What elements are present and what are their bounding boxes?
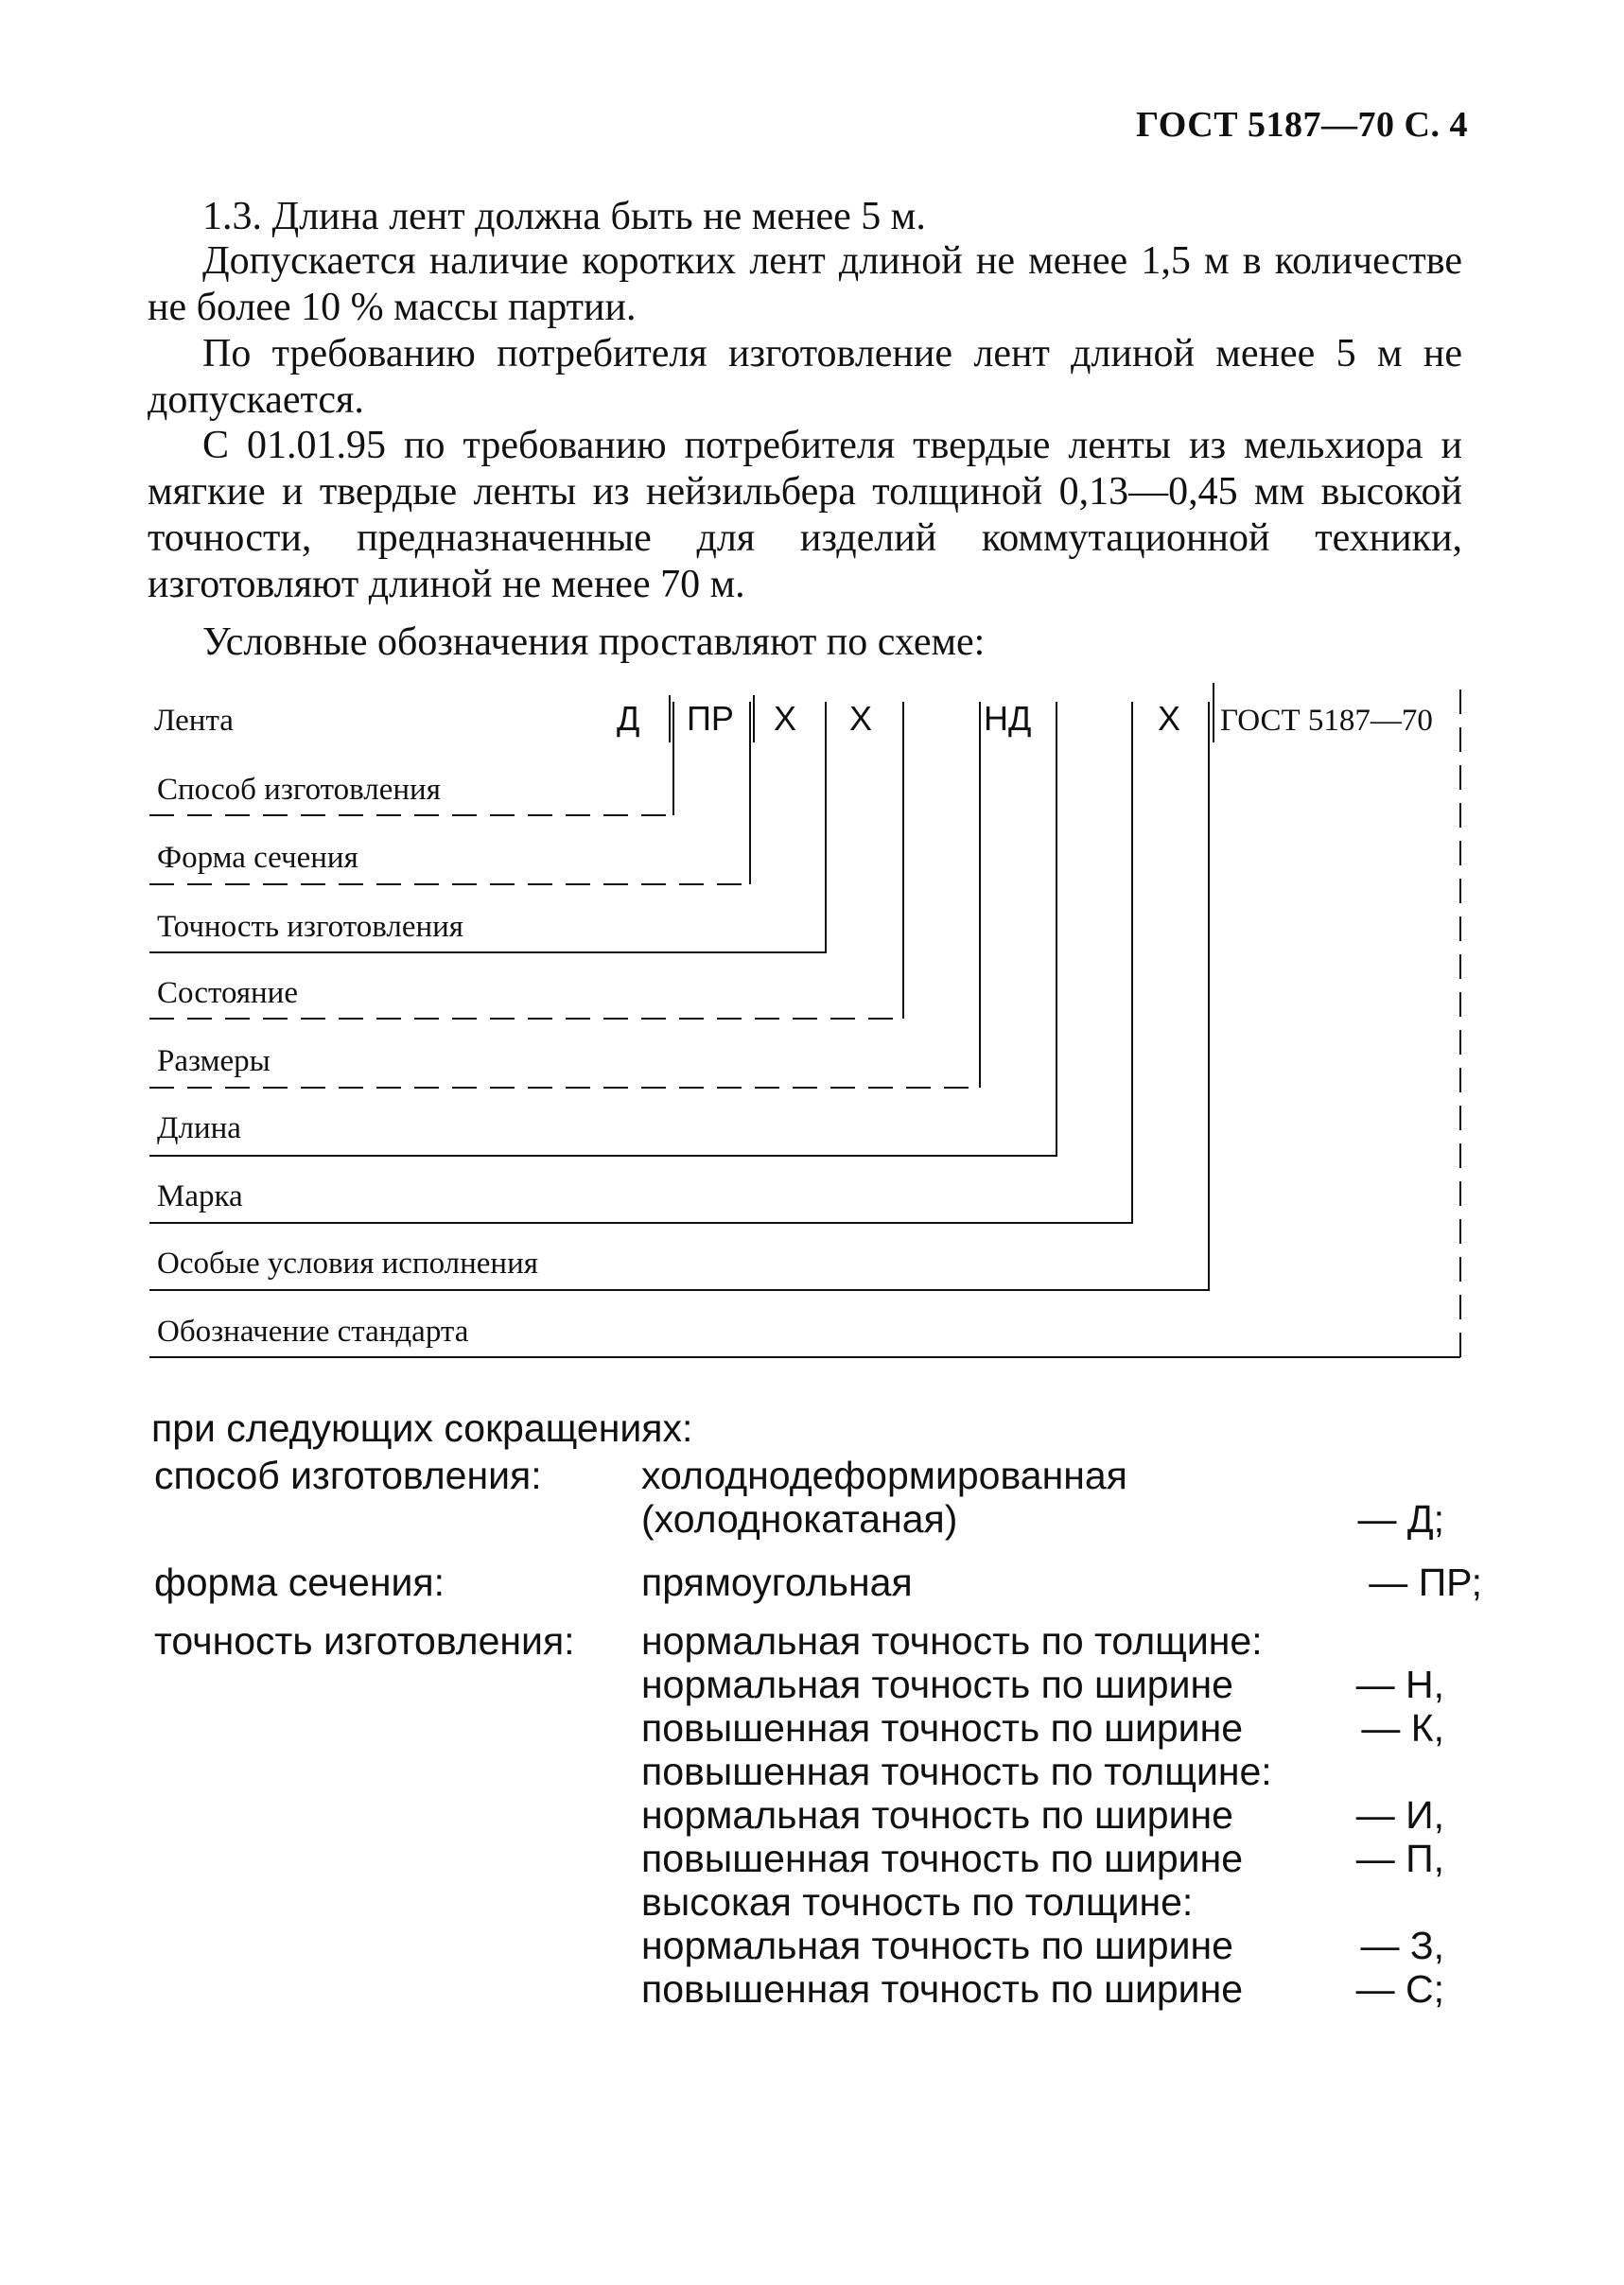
abbr-line: повышенная точность по ширине bbox=[641, 1706, 1244, 1750]
scheme-row-shape: Форма сечения bbox=[157, 841, 358, 875]
scheme-code-d: Д bbox=[617, 699, 640, 738]
abbr-line: холоднодеформированная bbox=[641, 1454, 1127, 1497]
scheme-code-gost: ГОСТ 5187—70 bbox=[1220, 704, 1433, 738]
abbr-line: повышенная точность по ширине bbox=[641, 1967, 1244, 2011]
abbr-line: нормальная точность по ширине bbox=[641, 1793, 1233, 1837]
scheme-code-x2: Х bbox=[849, 699, 873, 738]
scheme-title: Условные обозначения проставляют по схеме: bbox=[202, 620, 986, 664]
scheme-row-special: Особые условия исполнения bbox=[157, 1247, 538, 1281]
abbr-line: высокая точность по толщине: bbox=[641, 1880, 1194, 1924]
abbr-line: повышенная точность по ширине bbox=[641, 1837, 1244, 1880]
abbr-code: — И, bbox=[1355, 1793, 1444, 1837]
abbr-category-shape: форма сечения: bbox=[154, 1561, 445, 1604]
paragraph-short-tapes: Допускается наличие коротких лент длиной не менее 1,5 м в количестве не более 10 % массы партии. bbox=[148, 239, 1462, 329]
abbr-code: — Д; bbox=[1357, 1497, 1444, 1541]
scheme-row-standard: Обозначение стандарта bbox=[157, 1315, 469, 1349]
abbr-code: — Н, bbox=[1355, 1663, 1444, 1706]
scheme-code-x3: Х bbox=[1158, 699, 1181, 738]
scheme-row-accuracy: Точность изготовления bbox=[157, 910, 463, 944]
abbr-category-method: способ изготовления: bbox=[154, 1454, 542, 1497]
scheme-code-pr: ПР bbox=[687, 699, 734, 738]
abbr-line: (холоднокатаная) bbox=[641, 1497, 958, 1541]
abbr-line: повышенная точность по толщине: bbox=[641, 1750, 1272, 1793]
abbr-line: нормальная точность по ширине bbox=[641, 1663, 1233, 1706]
abbr-code: — ПР; bbox=[1369, 1561, 1482, 1604]
paragraph-consumer-requirement: По требованию потребителя изготовление лент длиной менее 5 м не допускается. bbox=[148, 332, 1462, 422]
abbr-category-accuracy: точность изготовления: bbox=[154, 1619, 575, 1663]
abbr-line: прямоугольная bbox=[641, 1561, 913, 1604]
page-header: ГОСТ 5187—70 С. 4 bbox=[1136, 105, 1468, 145]
abbreviations-intro: при следующих сокращениях: bbox=[151, 1406, 693, 1450]
scheme-row-method: Способ изготовления bbox=[157, 773, 441, 807]
scheme-row-length: Длина bbox=[157, 1111, 241, 1145]
scheme-code-nd: НД bbox=[984, 699, 1032, 738]
paragraph-1-3: 1.3. Длина лент должна быть не менее 5 м. bbox=[202, 195, 926, 238]
abbr-code: — П, bbox=[1355, 1837, 1444, 1880]
scheme-row-sizes: Размеры bbox=[157, 1044, 271, 1078]
scheme-code-x1: Х bbox=[774, 699, 797, 738]
abbr-code: — С; bbox=[1355, 1967, 1444, 2011]
abbr-code: — З, bbox=[1360, 1924, 1444, 1967]
abbr-line: нормальная точность по ширине bbox=[641, 1924, 1233, 1967]
abbr-line: нормальная точность по толщине: bbox=[641, 1619, 1263, 1663]
scheme-top-label: Лента bbox=[154, 704, 234, 738]
scheme-row-grade: Марка bbox=[157, 1179, 243, 1213]
paragraph-from-1995: С 01.01.95 по требованию потребителя твердые ленты из мельхиора и мягкие и твердые ленты из нейзильбера толщиной 0,13—0,45 мм высокой точности, предназначенные для изделий коммутационной техники, изготовляют длиной не менее 70 м. bbox=[148, 424, 1462, 606]
scheme-row-state: Состояние bbox=[157, 976, 298, 1010]
abbr-code: — К, bbox=[1361, 1706, 1444, 1750]
